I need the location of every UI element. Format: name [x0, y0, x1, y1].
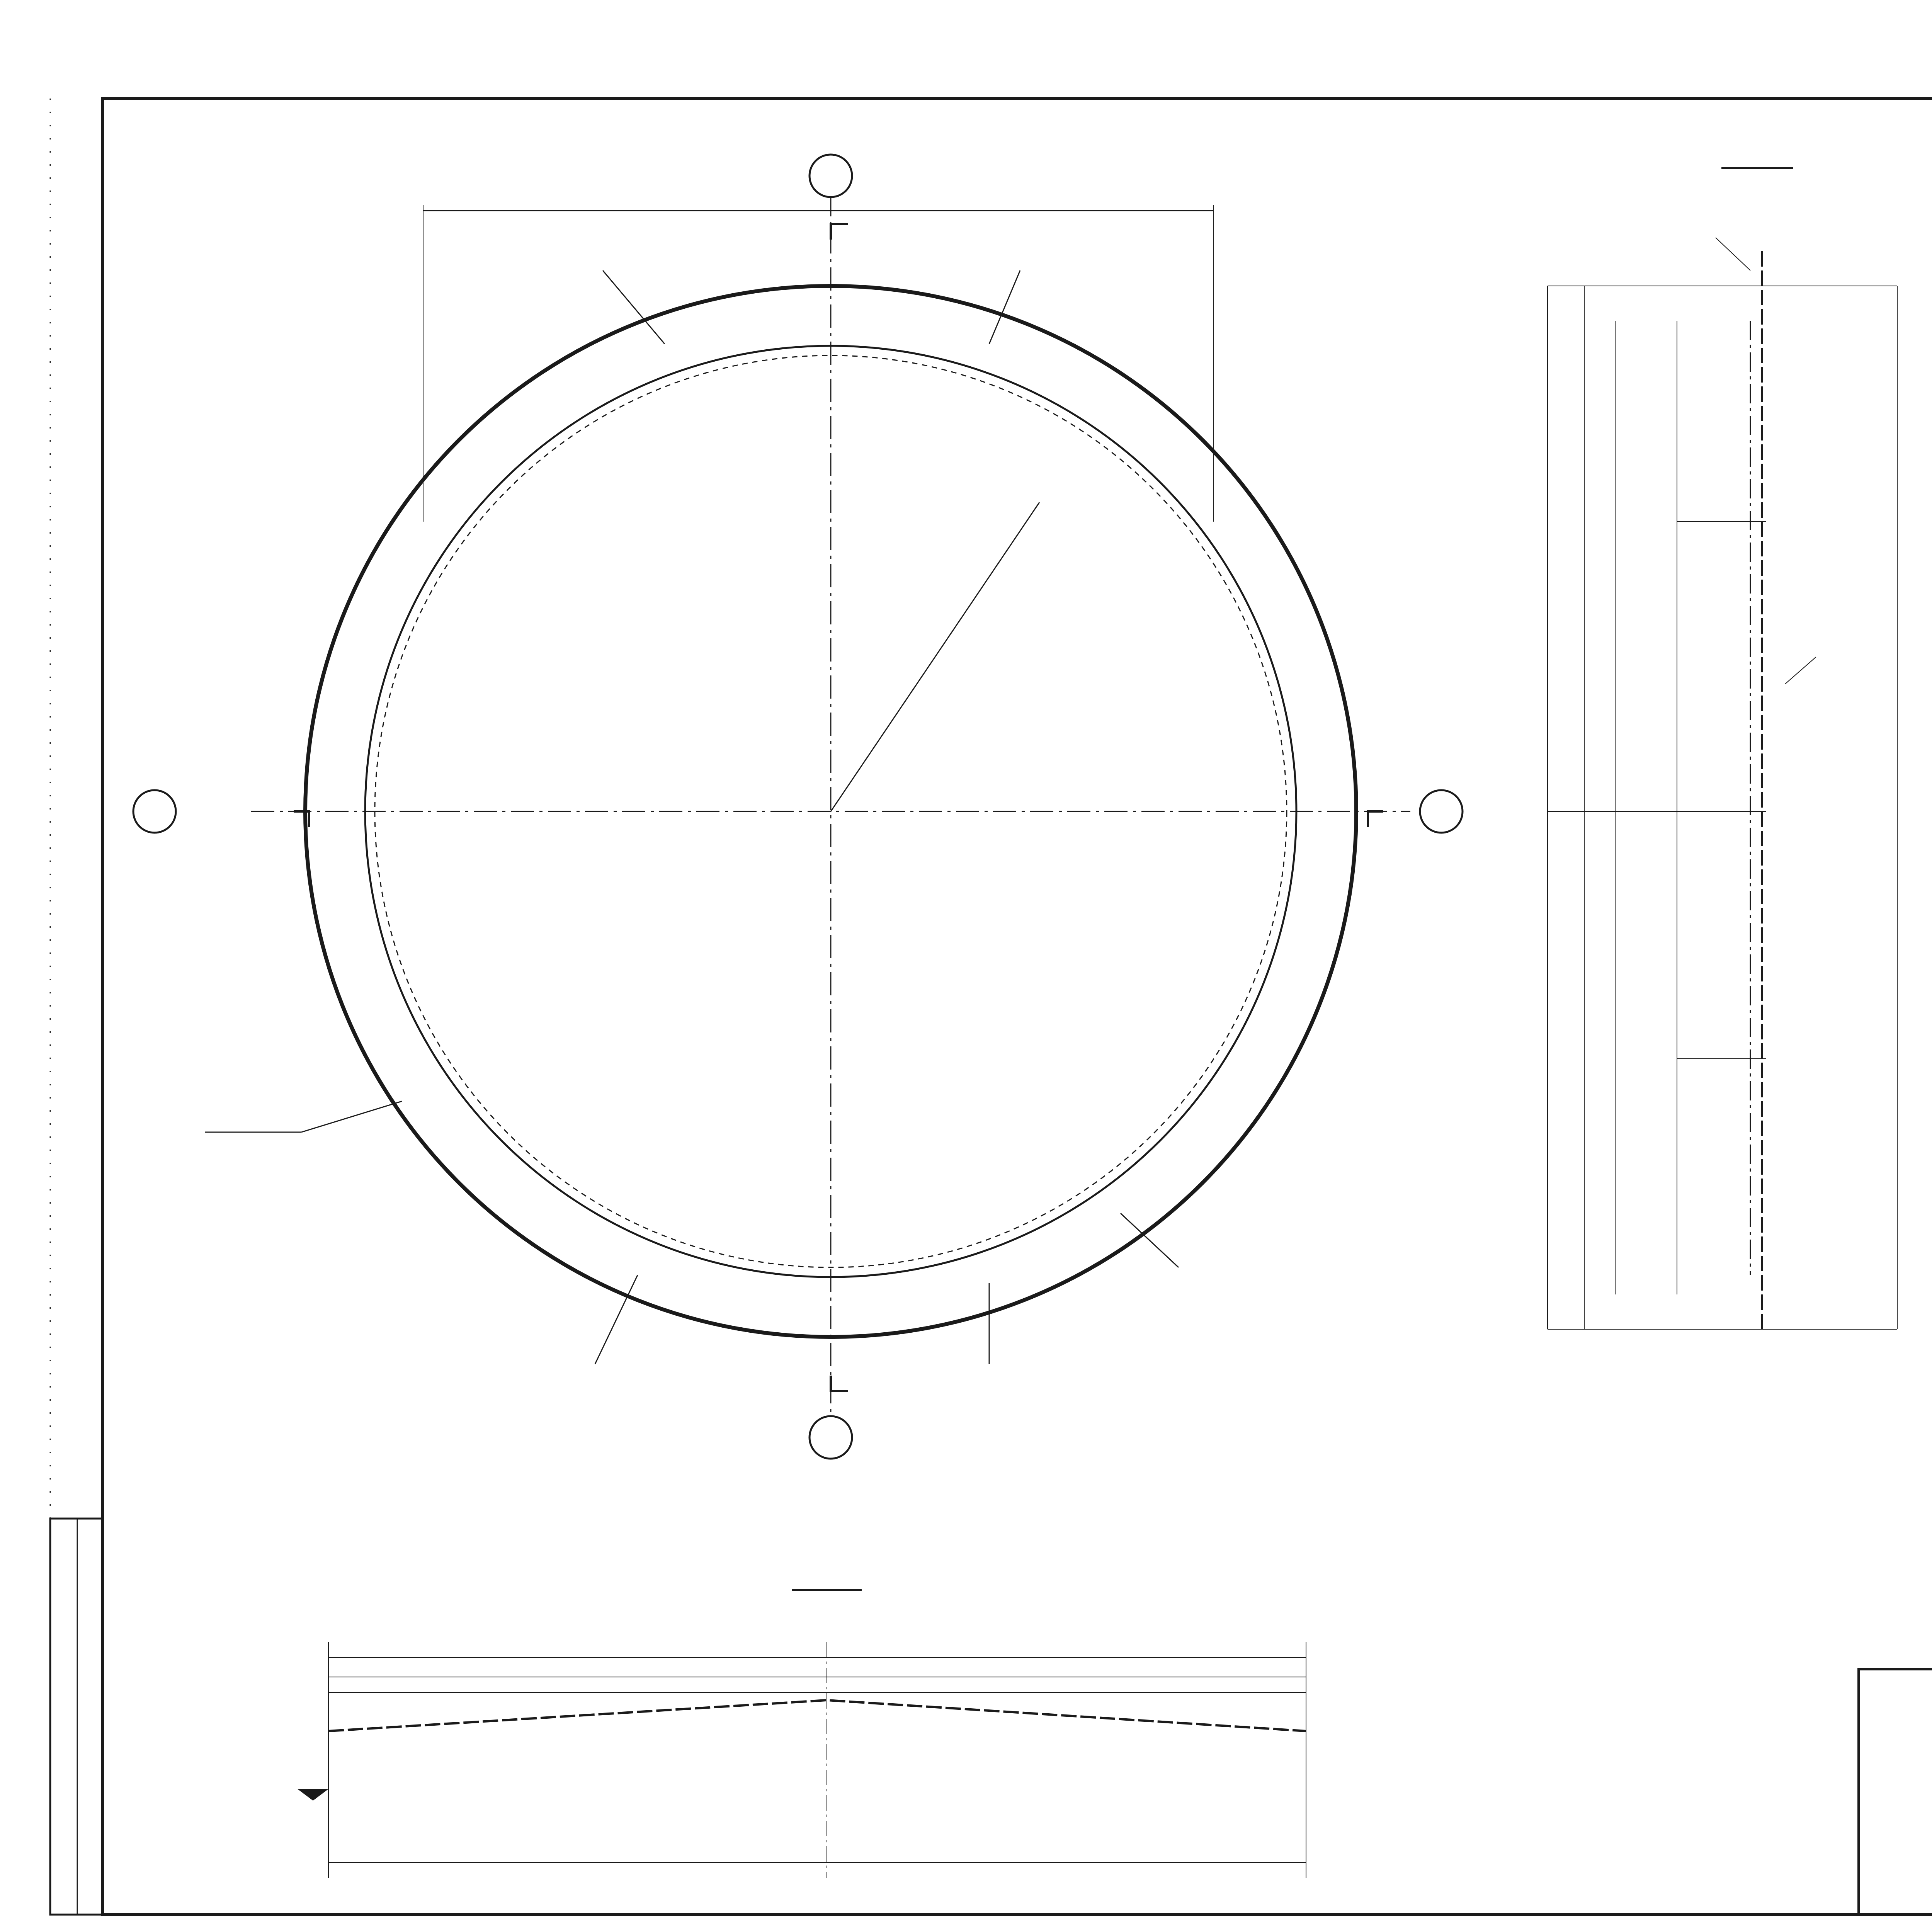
cut-1-right: [1368, 811, 1383, 827]
leader-25-tr: [989, 270, 1020, 344]
leader-mount: [301, 1101, 402, 1132]
cut-2-bottom: [831, 1376, 848, 1391]
cut-2-top: [831, 224, 848, 240]
section-2-2: [1548, 168, 1897, 1329]
s22-leader-d12: [1716, 238, 1750, 270]
radius-line: [831, 502, 1039, 811]
s11-bottom-profile: [328, 1700, 1306, 1731]
stamp-strip: [50, 1519, 102, 1915]
section-1-1: [298, 1590, 1306, 1878]
title-block-lines: [50, 1519, 1932, 1915]
axis-bubble-bottom: [810, 1416, 852, 1459]
leader-2: [1121, 1213, 1179, 1267]
plan-view: [133, 155, 1463, 1459]
title-main-box: [1859, 1669, 1932, 1915]
axis-bubble-right: [1420, 790, 1463, 833]
axis-bubble-top: [810, 155, 852, 197]
sheet-frame: [102, 99, 1932, 1915]
leader-25-bl: [595, 1275, 638, 1364]
s22-leader-d6: [1785, 657, 1816, 684]
axis-bubble-left: [133, 790, 176, 833]
s11-support-left: [298, 1789, 328, 1801]
